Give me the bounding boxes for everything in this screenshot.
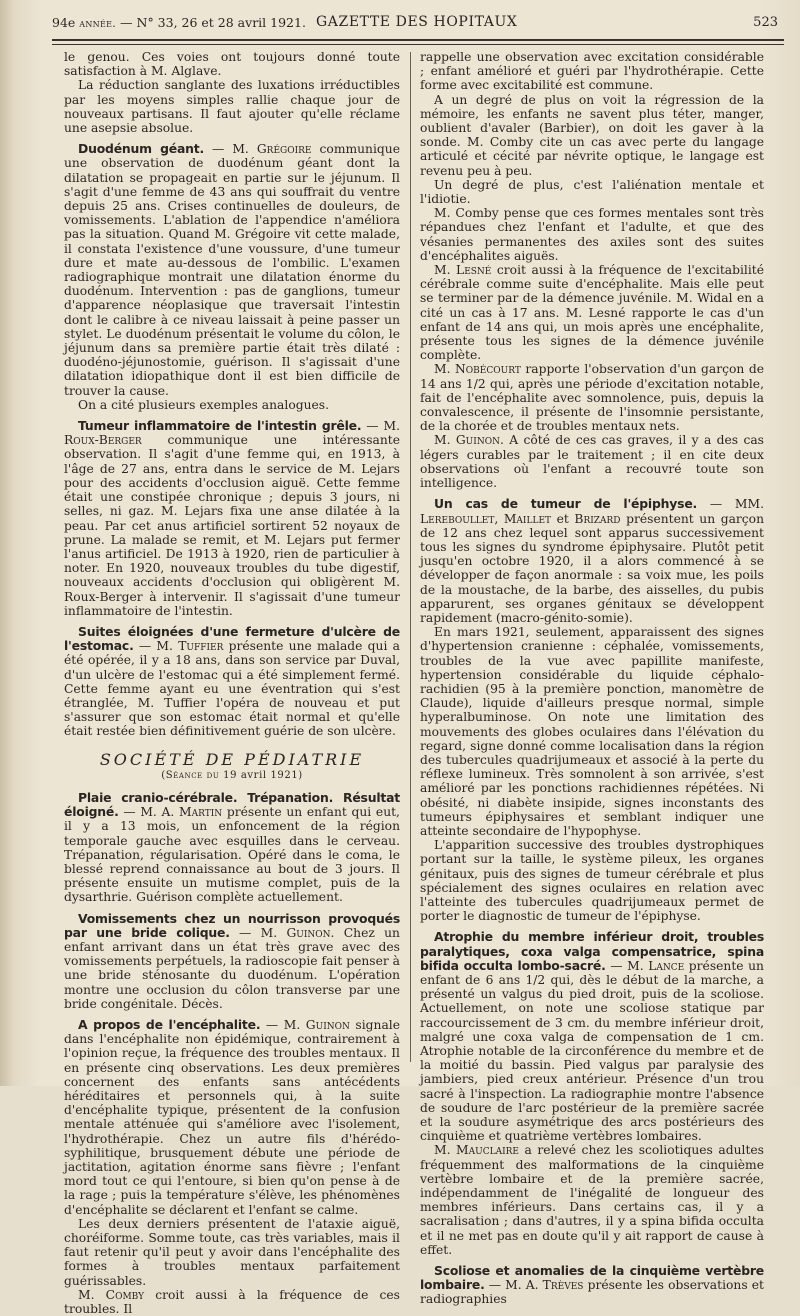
- paragraph: [64, 1288, 400, 1316]
- running-header: [52, 12, 784, 34]
- text: présente un enfant qui eut, il y a 13 mois, un enfoncement de la région temporale gauche avec esquilles dans le cerveau. Trépanation, régularisation. Opéré dans le coma, le blessé reprend connaissance au bout de 3 jours. Il présente ensuite un mutisme complet, puis de la dysarthrie. Guérison complète actuellement.: [64, 805, 400, 905]
- paragraph: On a cité plusieurs exemples analogues.: [78, 397, 330, 412]
- text: — M.: [138, 639, 173, 654]
- section-title: A propos de l'encéphalite.: [78, 1017, 261, 1032]
- section-title: Duodénum géant.: [78, 141, 204, 157]
- paragraph: M. Comby pense que ces formes mentales sont très répandues chez l'enfant et l'adulte, et que des vésanies permanentes des axiles sont des suites d'encéphalites aiguës.: [420, 206, 764, 263]
- paragraph: La réduction sanglante des luxations irréductibles par les moyens simples rallie chaque jour de nouveaux partisans. Il faut ajouter qu'elle réclame une asepsie absolue.: [64, 78, 400, 136]
- text: communique une intéressante observation. Il s'agit d'une femme qui, en 1913, à l'âge de 27 ans, entra dans le service de M. Lejars pour des accidents d'occlusion aiguë. Cette femme était une constipée chronique ; depuis 3 jours, ni selles, ni gaz. M. Lejars fixa une anse dilatée à la peau. Par cet anus artificiel sortirent 52 noyaux de prune. La malade se remit, et M. Lejars put fermer l'anus artificiel. De 1913 à 1920, rien de particulier à noter. En 1920, nouveaux troubles du tube digestif, nouveaux accidents d'occlusion qui obligèrent M. Roux-Berger à intervenir. Il s'agissait d'une tumeur inflammatoire de l'intestin.: [64, 433, 400, 618]
- text: — M.: [212, 142, 249, 157]
- text: rapporte l'observation d'un garçon de 14 ans 1/2 qui, après une période d'excitation notable, fait de l'encéphalite avec somnolence, puis, depuis la convalescence, il présente de l'insomnie persistante, de la chorée et de troubles mentaux nets.: [420, 362, 764, 434]
- text: présente les observations et radiographies: [420, 1278, 764, 1307]
- author-name: Maillet: [503, 511, 552, 526]
- text: — M.: [265, 1018, 301, 1032]
- paragraph: [420, 263, 764, 362]
- text: . A côté de ces cas graves, il y a des cas légers curables par le traitement ; il en cite deux observations où l'enfant a recouvré toute son intelligence.: [420, 433, 764, 491]
- author-name: Lereboullet: [420, 511, 495, 526]
- text: M.: [434, 263, 451, 278]
- author-name: Brizard: [574, 511, 621, 526]
- paragraph: Les deux derniers présentent de l'ataxie aiguë, choréiforme. Somme toute, cas très variables, mais il faut retenir qu'il peut y avoir dans l'encéphalite des formes à troubles mentaux parfaitement guérissables.: [64, 1216, 400, 1288]
- right-column: [420, 50, 764, 1307]
- author-name: Nobécourt: [455, 362, 521, 377]
- text: — M. A.: [123, 805, 175, 820]
- paragraph: [420, 1143, 764, 1257]
- author-name: Mauclaire: [456, 1143, 519, 1158]
- text: M.: [434, 433, 451, 448]
- section-title: Un cas de tumeur de l'épiphyse.: [434, 496, 698, 512]
- section-plaie-cranio: [64, 791, 400, 905]
- text: et: [556, 511, 569, 526]
- text: — M.: [366, 419, 400, 434]
- section-title: Suites éloignées d'une fermeture d'ulcère de l'estomac.: [64, 623, 400, 654]
- text: — MM.: [709, 497, 764, 512]
- header-rule-thin: [52, 44, 784, 45]
- section-title: Atrophie du membre inférieur droit, troubles paralytiques, coxa valga compensatrice, spina bifida occulta lombo-sacré.: [420, 929, 764, 973]
- paragraph: le genou. Ces voies ont toujours donné toute satisfaction à M. Alglave.: [64, 50, 400, 79]
- paragraph: [420, 433, 764, 490]
- section-encephalite: [64, 1018, 400, 1217]
- left-column: [64, 50, 400, 1316]
- paragraph: En mars 1921, seulement, apparaissent des signes d'hypertension cranienne : céphalée, vomissements, troubles de la vue avec papillite manifeste, hypertension considérable du liquide céphalo-rachidien (95 à la première ponction, manomètre de Claude), liquide d'ailleurs presque normal, simple hyperalbuminose. On note une limitation des mouvements des globes oculaires dans l'élévation du regard, signe donné comme localisation dans la région des tubercules quadrijumeaux et associé à la perte du réflexe lumineux. Très somnolent à son arrivée, s'est amélioré par les ponctions rachidiennes répétées. Ni obésité, ni diabète insipide, signes inconstants des tumeurs épiphysaires et semblant indiquer une atteinte secondaire de l'hypophyse.: [420, 625, 764, 838]
- text: M.: [78, 1287, 95, 1302]
- paragraph: [420, 362, 764, 433]
- text: croit aussi à la fréquence de l'excitabilité cérébrale comme suite d'encéphalite. Mais elle peut se terminer par de la démence juvénile. M. Widal en a cité un cas à 17 ans. M. Lesné rapporte le cas d'un enfant de 14 ans qui, un mois après une encéphalite, présente tous les signes de la démence juvénile complète.: [420, 263, 764, 363]
- paragraph: L'apparition successive des troubles dystrophiques portant sur la taille, le système pileux, les organes génitaux, puis des signes de tumeur cérébrale et plus spécialement des signes oculaires en relation avec l'atteinte des tubercules quadrijumeaux permet de porter le diagnostic de tumeur de l'épiphyse.: [420, 838, 764, 924]
- text: — M.: [239, 925, 278, 940]
- section-scoliose: [420, 1264, 764, 1307]
- text: présentent un garçon de 12 ans chez lequel sont apparus successivement tous les signes du syndrome épiphysaire. Plutôt petit jusqu'en octobre 1920, il a alors commencé à se développer de façon anormale : sa voix mue, les poils de la moustache, de la barbe, des aisselles, du pubis apparurent, ses organes génitaux se développent rapidement (macro-génito-somie).: [420, 511, 764, 625]
- author-name: Roux-Berger: [64, 433, 142, 448]
- author-name: Guinon: [286, 925, 331, 940]
- text: M.: [434, 362, 451, 377]
- author-name: Grégoire: [256, 142, 312, 157]
- seance-label: (Séance du: [161, 769, 220, 781]
- author-name: Guinon: [455, 433, 500, 448]
- section-title: Tumeur inflammatoire de l'intestin grêle.: [78, 418, 362, 434]
- header-rule-thick: [52, 39, 784, 41]
- paragraph: A un degré de plus on voit la régression de la mémoire, les enfants ne savent plus téter, manger, oublient d'avaler (Barbier), on doit les gaver à la sonde. M. Comby cite un cas avec perte du langage articulé et cécité par névrite optique, le langage est revenu peu à peu.: [420, 92, 764, 178]
- author-name: Guinon: [305, 1018, 350, 1032]
- section-title: Scoliose et anomalies de la cinquième vertèbre lombaire.: [420, 1263, 764, 1293]
- text: présente une malade qui a été opérée, il y a 18 ans, dans son service par Duval, d'un ulcère de l'estomac qui a été simplement fermé. Cette femme ayant eu une éventration qui s'est étranglée, M. Tuffier l'opéra de nouveau et put s'assurer que son estomac était normal et qu'elle était restée bien définitivement guérie de son ulcère.: [64, 639, 400, 739]
- author-name: Lesné: [456, 263, 492, 278]
- society-heading: SOCIÉTÉ DE PÉDIATRIE: [99, 749, 365, 769]
- section-title: Plaie cranio-cérébrale. Trépanation. Résultat éloigné.: [64, 789, 400, 820]
- page-number: 523: [753, 15, 778, 30]
- paragraph: rappelle une observation avec excitation considérable ; enfant amélioré et guéri par l'hydrothérapie. Cette forme avec excitabilité est commune.: [420, 50, 764, 93]
- journal-title: GAZETTE DES HOPITAUX: [316, 14, 518, 30]
- header-issue-number: 94e: [52, 15, 76, 30]
- author-name: Comby: [105, 1287, 145, 1302]
- text: présente un enfant de 6 ans 1/2 qui, dès le début de la marche, a présenté un valgus du pied droit, puis de la scoliose. Actuellement, on note une scoliose statique par raccourcissement de 3 cm. du membre inférieur droit, malgré une coxa valga de compensation de 1 cm. Atrophie notable de la circonférence du membre et de la moitié du bassin. Pied valgus par paralysie des jambiers, pied creux antérieur. Présence d'un trou sacré à l'inspection. La radiographie montre l'absence de soudure de l'arc postérieur de la première sacrée et la soudure asymétrique des arcs postérieurs des cinquième et quatrième vertèbres lombaires.: [420, 958, 764, 1144]
- text: signale dans l'encéphalite non épidémique, contrairement à l'opinion reçue, la fréquence des troubles mentaux. Il en présente cinq observations. Les deux premières concernent des enfants sans antécédents héréditaires et personnels qui, à la suite d'encéphalite typique, présentent de la confusion mentale atténuée qui s'améliore avec l'isolement, l'hydrothérapie. Chez un autre fils d'hérédo-syphilitique, brusquement débute une période de jactitation, agitation énorme sans fièvre ; l'enfant mord tout ce qui l'entoure, si bien qu'on pense à de la rage ; puis la température s'élève, les phénomènes d'encéphalite se déclarent et l'enfant se calme.: [64, 1018, 400, 1217]
- header-annee: année.: [79, 17, 117, 30]
- paragraph: Un degré de plus, c'est l'aliénation mentale et l'idiotie.: [420, 177, 764, 207]
- section-vomissements: [64, 912, 400, 1011]
- text: — M. A.: [488, 1278, 539, 1293]
- section-title: Vomissements chez un nourrisson provoqués par une bride colique.: [64, 910, 400, 940]
- section-duodenum: [64, 142, 400, 398]
- seance-date: 19 avril 1921): [223, 769, 303, 781]
- text: croit aussi à la fréquence de ces troubles. Il: [64, 1287, 400, 1316]
- section-atrophie: [420, 930, 764, 1143]
- author-name: Tuffier: [178, 639, 224, 654]
- author-name: Martin: [179, 805, 223, 820]
- text: communique une observation de duodénum géant dont la dilatation se propageait en partie sur le jéjunum. Il s'agit d'une femme de 43 ans qui souffrait du ventre depuis 25 ans. Crises continuelles de douleurs, de vomissements. L'ablation de l'appendice n'améliora pas la situation. Quand M. Grégoire vit cette malade, il constata l'existence d'une voussure, d'une tumeur dure et mate au-dessous de l'ombilic. L'examen radiographique montrait une dilatation énorme du duodénum. Intervention : pas de ganglions, tumeur d'apparence néoplasique que traversait l'intestin dont le calibre à ce niveau laissait à peine passer un stylet. Le duodénum présentait le volume du côlon, le jéjunum dans sa première partie était très dilaté : duodéno-jéjunostomie, guérison. Il s'agissait d'une dilatation idiopathique dont il est bien difficile de trouver la cause.: [64, 142, 400, 398]
- section-ulcere-estomac: [64, 625, 400, 739]
- section-tumeur-intestin: [64, 419, 400, 618]
- column-separator: [410, 52, 411, 1062]
- text: . Chez un enfant arrivant dans un état très grave avec des vomissements perpétuels, la radioscopie fait penser à une bride sténosante du duodénum. L'opération montre une occlusion du côlon transverse par une bride congénitale. Décès.: [64, 925, 400, 1011]
- author-name: Trèves: [542, 1278, 584, 1293]
- author-name: Lance: [648, 958, 685, 973]
- session-date: [64, 769, 400, 783]
- text: a relevé chez les scoliotiques adultes fréquemment des malformations de la cinquième vertèbre lombaire et de la première sacrée, indépendamment de l'inégalité de longueur des membres inférieurs. Dans certains cas, il y a sacralisation ; dans d'autres, il y a spina bifida occulta et il ne met pas en doute qu'il y ait rapport de cause à effet.: [420, 1143, 764, 1257]
- header-date: — N° 33, 26 et 28 avril 1921.: [120, 15, 306, 30]
- text: — M.: [610, 958, 644, 973]
- text: M.: [434, 1143, 451, 1158]
- header-issue: [52, 15, 306, 30]
- section-tumeur-epiphyse: Un cas de tumeur de l'épiphyse. — MM. Lereboullet, Maillet et Brizard présentent un garçon de 12 ans chez lequel sont apparus successivement tous les signes du syndrome épiphysaire. Plutôt petit jusqu'en octobre 1920, il a alors commencé à se développer de façon anormale : sa voix mue, les poils de la moustache, de la barbe, des aisselles, du pubis apparurent, ses organes génitaux se développent rapidement (macro-génito-somie).: [420, 496, 764, 625]
